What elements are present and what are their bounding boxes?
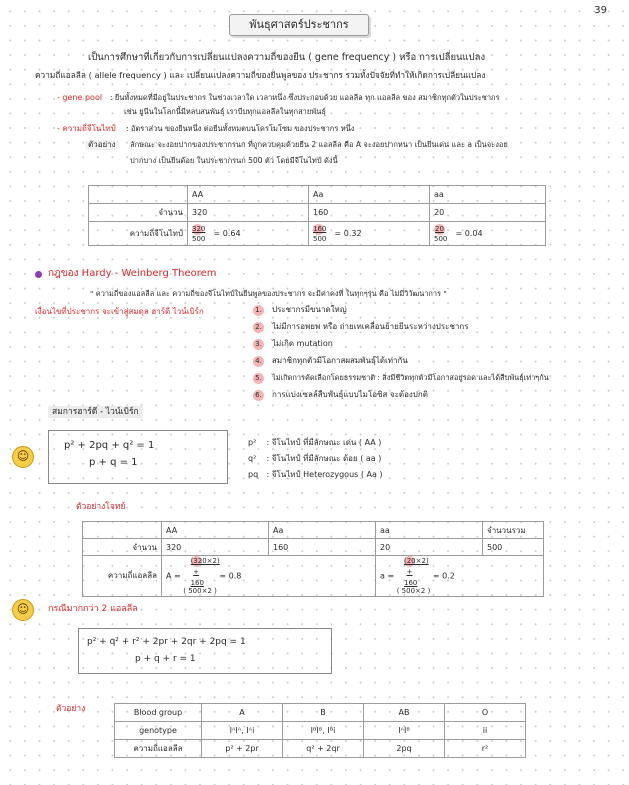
multi-equation-2: p + q + r = 1 <box>135 654 196 664</box>
genotype-frequency-table <box>88 185 546 246</box>
table1-freq-AA: $\frac{320}{500} = 0.64$ <box>188 222 309 246</box>
table2-count-total: 500 <box>483 539 544 556</box>
allele-frequency-table <box>82 521 544 597</box>
table2-count-label: จำนวน <box>83 539 162 556</box>
multi-equation-box <box>78 628 332 674</box>
example3-label: ตัวอย่าง <box>56 704 86 714</box>
table1-count-Aa: 160 <box>309 204 430 222</box>
table2-header-AA: AA <box>162 522 269 539</box>
list-item: 5. ไม่เกิดการคัดเลือกโดยธรรมชาติ : สิ่งมีชีวิตทุกตัวมีโอกาสอยู่รอด และได้สืบพันธุ์เท่าๆกัน <box>253 372 549 389</box>
example-text-1: ลักษณะ จะงอยปากของประชากรนก ที่ถูกควบคุมด้วยยีน 2 แอลลีล คือ A จะงอยปากหนา เป็นยีนเด่น และ a เป็นจะงอย <box>130 140 508 149</box>
gene-pool-text-2: เช่น ยูนีนในโลกนี้มีหลบสนพันธุ์ เราบีบทุกแอลลีลในทุกสายพันธุ์ <box>124 107 326 116</box>
table1-count-AA: 320 <box>188 204 309 222</box>
bt-genotype-O: ii <box>445 722 526 740</box>
allele-frequency-text: : อัตราส่วน ของยีนหนึ่ง ต่อยีนทั้งหมดบนโครโมโซม ของประชากร หนึ่ง <box>126 124 355 133</box>
allele-frequency-label: - ความถี่จีโนไทป์ <box>57 124 116 133</box>
intro-line-2: ความถี่แอลลีล ( allele frequency ) และ เปลี่ยนแปลงความถี่ของยีนพูลของ ประชากร รวมทั้งปัจจัยที่ทำให้เกิดการเปลี่ยนแปลง <box>35 70 486 80</box>
table1-header-Aa: Aa <box>309 186 430 204</box>
list-item: 4. สมาชิกทุกตัวมีโอกาสผสมพันธุ์ได้เท่ากัน <box>253 355 549 372</box>
bt-freq-B: q² + 2qr <box>283 740 364 758</box>
bullet-dot-icon <box>35 271 42 278</box>
equation-legend: p² : จีโนไทป์ ที่มีลักษณะ เด่น ( AA ) q² : จีโนไทป์ ที่มีลักษณะ ด้อย ( aa ) pq : จีโนไทป์ Heterozygous ( Aa ) <box>248 438 383 479</box>
table1-row-freq-label: ความถี่จีโนไทป์ <box>89 222 188 246</box>
example2-header: ตัวอย่างโจทย์ <box>76 502 126 512</box>
bt-header-B: B <box>283 704 364 722</box>
bt-freq-label: ความถี่แอลลีล <box>115 740 202 758</box>
example-text-2: ปากบาง เป็นยีนด้อย ในประชากรนก 500 ตัว โดยมีจีโนไทป์ ดังนี้ <box>130 156 338 165</box>
smiley-icon: ☺ <box>12 446 34 468</box>
page-number: 39 <box>594 5 607 16</box>
table2-freq-a: $a = \frac{(20\times 2) + 160}{( 500\times 2 )} = 0.2$ <box>376 556 544 597</box>
table1-row-count-label: จำนวน <box>89 204 188 222</box>
table2-header-total: จำนวนรวม <box>483 522 544 539</box>
multi-equation-1: p² + q² + r² + 2pr + 2qr + 2pq = 1 <box>87 637 246 647</box>
list-item: 6. การแบ่งเซลล์สืบพันธุ์แบบไมโอซิส จะต้องปกติ <box>253 389 549 406</box>
bt-genotype-label: genotype <box>115 722 202 740</box>
equation-header: สมการฮาร์ดี - ไวน์เบิร์ก <box>48 406 143 418</box>
intro-line-1: เป็นการศึกษาที่เกี่ยวกับการเปลี่ยนแปลงความถี่ของยีน ( gene frequency ) หรือ การเปลี่ยนแปลง <box>88 52 486 63</box>
table2-freq-label: ความถี่แอลลีล <box>83 556 162 597</box>
bt-freq-O: r² <box>445 740 526 758</box>
list-item: 3. ไม่เกิด mutation <box>253 338 549 355</box>
bt-freq-A: p² + 2pr <box>202 740 283 758</box>
bt-header-A: A <box>202 704 283 722</box>
table2-header-aa: aa <box>376 522 483 539</box>
hw-equation-2: p + q = 1 <box>89 457 138 468</box>
hw-condition: เงื่อนไขที่ประชากร จะเข้าสู่สมดุล ฮาร์ดี ไวน์เบิร์ก <box>35 307 204 316</box>
table1-count-aa: 20 <box>430 204 546 222</box>
bt-genotype-B: IᴮIᴮ, Iᴮi <box>283 722 364 740</box>
table2-freq-A: $A = \frac{(320\times 2) + 160}{( 500\times 2 )} = 0.8$ <box>162 556 376 597</box>
hw-assumption-list <box>253 304 549 406</box>
hw-equation-1: p² + 2pq + q² = 1 <box>64 440 155 451</box>
gene-pool-label: - gene pool <box>57 93 103 102</box>
bt-header-blood-group: Blood group <box>115 704 202 722</box>
page-title: พันธุศาสตร์ประชากร <box>229 14 369 36</box>
table1-header-aa: aa <box>430 186 546 204</box>
bt-genotype-A: IᴬIᴬ, Iᴬi <box>202 722 283 740</box>
hw-title: กฎของ Hardy - Weinberg Theorem <box>48 268 217 279</box>
hw-quote: " ความถี่ของแอลลีล และ ความถี่ของจีโนไทป์ในยีนพูลของประชากร จะมีค่าคงที่ ในทุกๆรุ่น คือ ไม่มีวิวัฒนาการ " <box>90 289 447 298</box>
multi-allele-header: กรณีมากกว่า 2 แอลลีล <box>48 604 138 614</box>
table1-header-AA: AA <box>188 186 309 204</box>
bt-header-AB: AB <box>364 704 445 722</box>
table1-freq-aa: $\frac{20}{500} = 0.04$ <box>430 222 546 246</box>
list-item: 1. ประชากรมีขนาดใหญ่ <box>253 304 549 321</box>
smiley-icon: ☺ <box>12 599 34 621</box>
bt-genotype-AB: IᴬIᴮ <box>364 722 445 740</box>
table2-header-Aa: Aa <box>269 522 376 539</box>
example-label: ตัวอย่าง <box>85 140 119 150</box>
table2-count-AA: 320 <box>162 539 269 556</box>
bt-freq-AB: 2pq <box>364 740 445 758</box>
gene-pool-text-1: : ยีนทั้งหมดที่มีอยู่ในประชากร ในช่วงเวลาใด เวลาหนึ่ง ซึ่งประกอบด้วย แอลลีล ทุก แอลลีล ของ สมาชิกทุกตัวในประชากร <box>110 93 500 102</box>
list-item: 2. ไม่มีการอพยพ หรือ ถ่ายเทเคลื่อนย้ายยีนระหว่างประชากร <box>253 321 549 338</box>
bt-header-O: O <box>445 704 526 722</box>
blood-group-table <box>114 703 526 758</box>
table1-freq-Aa: $\frac{160}{500} = 0.32$ <box>309 222 430 246</box>
table2-count-Aa: 160 <box>269 539 376 556</box>
table2-count-aa: 20 <box>376 539 483 556</box>
equation-box <box>48 430 228 484</box>
